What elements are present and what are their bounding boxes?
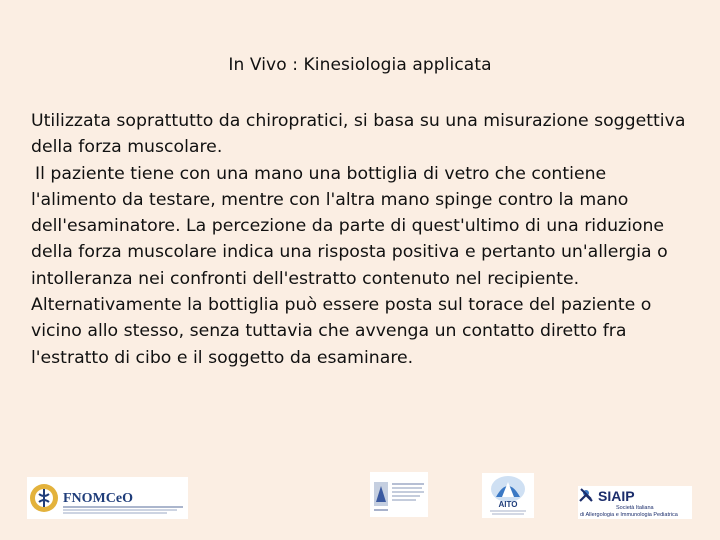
svg-text:SIAIP: SIAIP — [598, 488, 635, 504]
slide-title: In Vivo : Kinesiologia applicata — [228, 55, 492, 75]
svg-text:AITO: AITO — [498, 500, 518, 509]
svg-text:Società Italiana: Società Italiana — [616, 505, 654, 511]
association-logo-graphic — [370, 472, 428, 517]
aaiito-logo-graphic — [482, 473, 534, 518]
association-logo — [370, 472, 428, 517]
fnomceo-logo — [27, 477, 188, 519]
fnomceo-logo-graphic — [27, 477, 188, 519]
siaip-logo — [578, 486, 692, 519]
paragraph-alternative: Alternativamente la bottiglia può essere posta sul torace del paziente o vicino allo stesso, senza tuttavia che avvenga un contatto diretto fra l'estratto di cibo e il soggetto da esaminare. — [31, 295, 652, 368]
paragraph-intro: Utilizzata soprattutto da chiropratici, si basa su una misurazione soggettiva della forza muscolare. — [31, 111, 686, 158]
svg-text:FNOMCeO: FNOMCeO — [63, 491, 133, 506]
paragraph-procedure: Il paziente tiene con una mano una bottiglia di vetro che contiene l'alimento da testare, mentre con l'altra mano spinge contro la mano dell'esaminatore. La percezione da parte di quest'ultimo di una riduzione della forza muscolare indica una risposta positiva e pertanto un'allergia o intolleranza nei confronti dell'estratto contenuto nel recipiente. — [31, 163, 668, 289]
slide-body — [31, 108, 696, 371]
aaiito-logo — [482, 473, 534, 518]
svg-text:di Allergologia e Immunologia: di Allergologia e Immunologia Pediatrica — [580, 512, 678, 518]
siaip-logo-graphic — [578, 486, 692, 519]
